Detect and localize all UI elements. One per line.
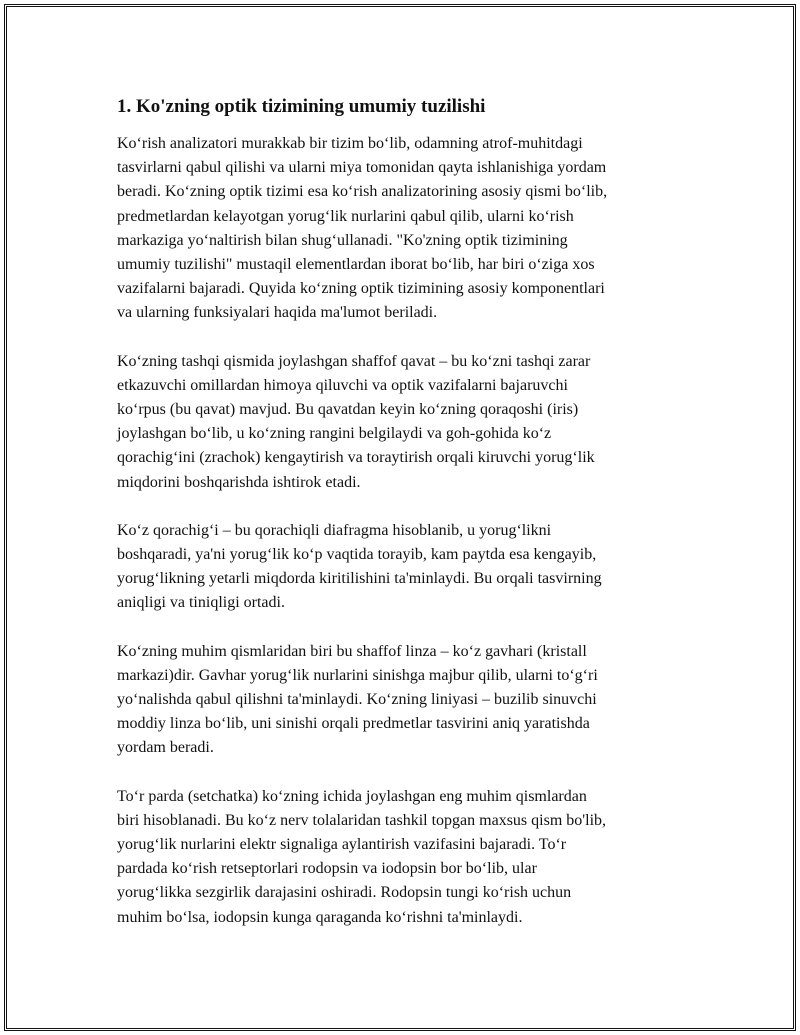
section-title: 1. Ko'zning optik tizimining umumiy tuzilishi [117, 96, 486, 117]
paragraph-retina: To‘r parda (setchatka) ko‘zning ichida joylashgan eng muhim qismlardan biri hisoblanadi. Bu ko‘z nerv tolalaridan tashkil topgan maxsus qism bo'lib, yorug‘lik nurlarini elektr signaliga aylantirish vazifasini bajaradi. To‘r pardada ko‘rish retseptorlari rodopsin va iodopsin bor bo‘lib, ular yorug‘likka sezgirlik darajasini oshiradi. Rodopsin tungi ko‘rish uchun muhim bo‘lsa, iodopsin kunga qaraganda ko‘rishni ta'minlaydi. [117, 787, 607, 926]
paragraph-outer-layer-and-iris: Ko‘zning tashqi qismida joylashgan shaffof qavat – bu ko‘zni tashqi zarar etkazuvchi omillardan himoya qiluvchi va optik vazifalarni bajaruvchi ko‘rpus (bu qavat) mavjud. Bu qavatdan keyin ko‘zning qoraqoshi (iris) joylashgan bo‘lib, u ko‘zning rangini belgilaydi va goh-gohida ko‘z qorachig‘ini (zrachok) kengaytirish va toraytirish orqali kiruvchi yorug‘lik miqdorini boshqarishda ishtirok etadi. [117, 352, 595, 491]
paragraph-pupil: Ko‘z qorachig‘i – bu qorachiqli diafragma hisoblanib, u yorug‘likni boshqaradi, ya'ni yorug‘lik ko‘p vaqtida torayib, kam paytda esa kengayib, yorug‘likning yetarli miqdorda kiritilishini ta'minlaydi. Bu orqali tasvirning aniqligi va tiniqligi ortadi. [117, 521, 602, 612]
document-body [117, 94, 683, 954]
paragraph-lens: Ko‘zning muhim qismlaridan biri bu shaffof linza – ko‘z gavhari (kristall markazi)dir. Gavhar yorug‘lik nurlarini sinishga majbur qilib, ularni to‘g‘ri yo‘nalishda qabul qilishni ta'minlaydi. Ko‘zning liniyasi – buzilib sinuvchi moddiy linza bo‘lib, uni sinishi orqali predmetlar tasvirini aniq yaratishda yordam beradi. [117, 642, 598, 757]
paragraph-optical-system-intro: Ko‘rish analizatori murakkab bir tizim bo‘lib, odamning atrof-muhitdagi tasvirlarni qabul qilishi va ularni miya tomonidan qayta ishlanishiga yordam beradi. Ko‘zning optik tizimi esa ko‘rish analizatorining asosiy qismi bo‘lib, predmetlardan kelayotgan yorug‘lik nurlarini qabul qilib, ularni ko‘rish markaziga yo‘naltirish bilan shug‘ullanadi. "Ko'zning optik tizimining umumiy tuzilishi" mustaqil elementlardan iborat bo‘lib, har biri o‘ziga xos vazifalarni bajaradi. Quyida ko‘zning optik tizimining asosiy komponentlari va ularning funksiyalari haqida ma'lumot beriladi. [117, 135, 608, 322]
